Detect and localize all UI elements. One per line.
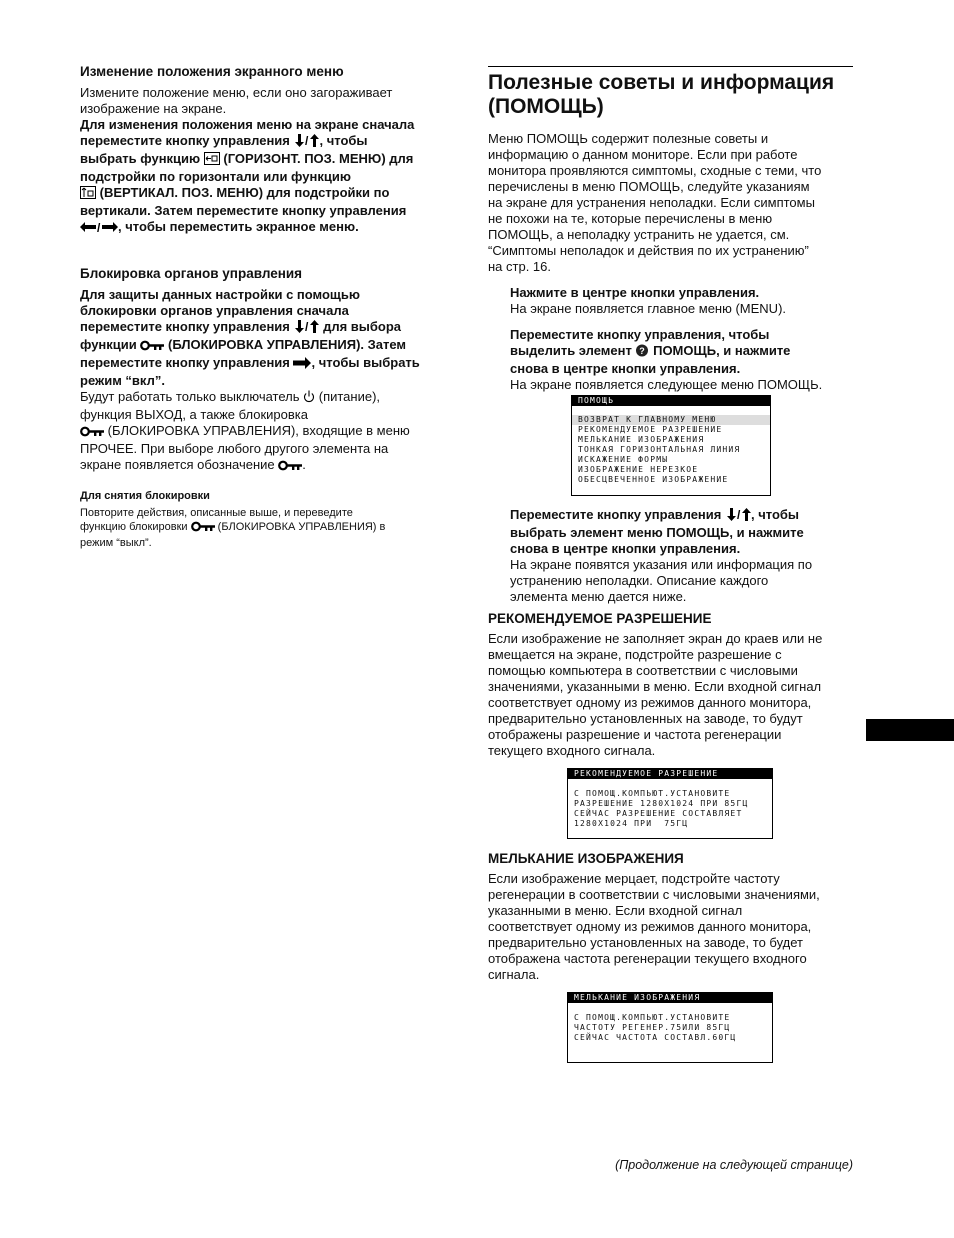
- osd-text-line: СЕЙЧАС ЧАСТОТА СОСТАВЛ.60ГЦ: [574, 1033, 737, 1042]
- osd-menu-item: ОБЕСЦВЕЧЕННОЕ ИЗОБРАЖЕНИЕ: [578, 475, 729, 484]
- text-line: Если изображение мерцает, подстройте частоту: [488, 871, 780, 886]
- text-line: изображение на экране.: [80, 101, 227, 116]
- step-2-title: Переместите кнопку управления, чтобы: [510, 327, 770, 342]
- power-icon: [303, 390, 315, 407]
- osd-title: РЕКОМЕНДУЕМОЕ РАЗРЕШЕНИЕ: [568, 769, 772, 779]
- text-line: перечислены в меню ПОМОЩЬ, следуйте указаниям: [488, 179, 810, 194]
- step-2-text: На экране появляется следующее меню ПОМОЩЬ.: [510, 377, 823, 392]
- text-line: блокировки органов управления сначала: [80, 303, 349, 318]
- text-line: значениями, указанными в меню. Если входной сигнал: [488, 679, 822, 694]
- step-3: [510, 507, 860, 605]
- step-2-title: снова в центре кнопки управления.: [510, 361, 741, 376]
- text-line: функции (БЛОКИРОВКА УПРАВЛЕНИЯ). Затем: [80, 337, 450, 355]
- right-column: [488, 71, 858, 393]
- text-line: регенерации в соответствии с числовыми значениями,: [488, 887, 820, 902]
- text-line: (БЛОКИРОВКА УПРАВЛЕНИЯ), входящие в меню: [80, 423, 450, 441]
- text-line: переместите кнопку управления , чтобы выбрать: [80, 355, 450, 373]
- osd-text-line: 1280Х1024 ПРИ 75ГЦ: [574, 819, 689, 828]
- text-line: Для изменения положения меню на экране сначала: [80, 117, 415, 132]
- osd-title: ПОМОЩЬ: [572, 396, 770, 406]
- text-line: режим “выкл”.: [80, 537, 152, 549]
- side-tab: [866, 719, 954, 741]
- text-line: устранению неполадки. Описание каждого: [510, 573, 769, 588]
- step-3-title: выбрать элемент меню ПОМОЩЬ, и нажмите: [510, 525, 804, 540]
- osd-menu-item: ИСКАЖЕНИЕ ФОРМЫ: [578, 455, 669, 464]
- text-line: На экране появятся указания или информация по: [510, 557, 813, 572]
- svg-text:/: /: [736, 508, 741, 521]
- heading-resolution: РЕКОМЕНДУЕМОЕ РАЗРЕШЕНИЕ: [488, 611, 712, 626]
- osd-menu-item: ИЗОБРАЖЕНИЕ НЕРЕЗКОЕ: [578, 465, 699, 474]
- text-line: монитора проявляются симптомы, сходные с теми, что: [488, 163, 822, 178]
- step-3-title: снова в центре кнопки управления.: [510, 541, 741, 556]
- text-line: информацию о данном мониторе. Если при работе: [488, 147, 798, 162]
- text-line: не похожи на те, которые перечислены в меню: [488, 211, 773, 226]
- text-line: сигнала.: [488, 967, 540, 982]
- text-line: функцию блокировки (БЛОКИРОВКА УПРАВЛЕНИЯ) в: [80, 520, 450, 536]
- osd-menu-item: ВОЗВРАТ К ГЛАВНОМУ МЕНЮ: [572, 415, 770, 425]
- arrow-down-up-icon: [725, 508, 751, 525]
- arrow-right-icon: [293, 357, 311, 373]
- text-line: Если изображение не заполняет экран до краев или не: [488, 631, 823, 646]
- text-line: переместите кнопку управления / , чтобы: [80, 133, 450, 151]
- step-1-text: На экране появляется главное меню (MENU).: [510, 301, 787, 316]
- svg-text:/: /: [305, 320, 309, 333]
- left-column: [80, 63, 450, 550]
- key-icon: [191, 521, 215, 536]
- text-line: выбрать функцию (ГОРИЗОНТ. ПОЗ. МЕНЮ) для: [80, 151, 450, 169]
- osd-resolution: [567, 768, 773, 839]
- text-line: “Симптомы неполадок и действия по их устранению”: [488, 243, 809, 258]
- horizontal-menu-position-icon: [204, 152, 220, 169]
- osd-text-line: ЧАСТОТУ РЕГЕНЕР.75ИЛИ 85ГЦ: [574, 1023, 731, 1032]
- text-line: функция ВЫХОД, а также блокировка: [80, 407, 308, 422]
- text-line: соответствует одному из режимов данного монитора,: [488, 695, 812, 710]
- text-line: на экране для устранения неполадки. Если симптомы: [488, 195, 815, 210]
- text-line: элемента меню дается ниже.: [510, 589, 687, 604]
- text-line: Повторите действия, описанные выше, и переведите: [80, 507, 353, 519]
- text-line: Меню ПОМОЩЬ содержит полезные советы и: [488, 131, 769, 146]
- section-flicker: [488, 850, 858, 983]
- heading-unlock: Для снятия блокировки: [80, 490, 210, 502]
- text-line: предварительно установленных на заводе, то будет: [488, 935, 803, 950]
- continued-note: (Продолжение на следующей странице): [615, 1158, 853, 1172]
- text-line: указанными в меню. Если входной сигнал: [488, 903, 743, 918]
- text-line: соответствует одному из режимов данного монитора,: [488, 919, 812, 934]
- text-line: Для защиты данных настройки с помощью: [80, 287, 360, 302]
- osd-menu-item: МЕЛЬКАНИЕ ИЗОБРАЖЕНИЯ: [578, 435, 705, 444]
- osd-text-line: С ПОМОЩ.КОМПЬЮТ.УСТАНОВИТЕ: [574, 789, 731, 798]
- vertical-menu-position-icon: [80, 186, 96, 203]
- text-line: предварительно установленных на заводе, то будут: [488, 711, 803, 726]
- osd-text-line: РАЗРЕШЕНИЕ 1280Х1024 ПРИ 85ГЦ: [574, 799, 749, 808]
- key-icon: [80, 425, 104, 441]
- osd-help-menu: [571, 395, 771, 496]
- help-icon: [635, 344, 649, 361]
- osd-title: МЕЛЬКАНИЕ ИЗОБРАЖЕНИЯ: [568, 993, 772, 1003]
- osd-menu-item: РЕКОМЕНДУЕМОЕ РАЗРЕШЕНИЕ: [578, 425, 723, 434]
- text-line: Измените положение меню, если оно загораживает: [80, 85, 393, 100]
- arrow-down-up-icon: [293, 320, 319, 337]
- text-line: помощью компьютера в соответствии с числовыми: [488, 663, 798, 678]
- text-line: отображена частота регенерации текущего входного: [488, 951, 807, 966]
- text-line: переместите кнопку управления / для выбора: [80, 319, 450, 337]
- text-line: экране появляется обозначение .: [80, 457, 450, 475]
- osd-flicker: [567, 992, 773, 1063]
- text-line: ПОМОЩЬ, а неполадку устранить не удается, см.: [488, 227, 790, 242]
- key-icon: [278, 459, 302, 475]
- text-line: на стр. 16.: [488, 259, 552, 274]
- text-line: отображены разрешение и частота регенерации: [488, 727, 782, 742]
- text-line: (ВЕРТИКАЛ. ПОЗ. МЕНЮ) для подстройки по: [80, 185, 450, 203]
- section-resolution: [488, 610, 858, 759]
- page-title: (ПОМОЩЬ): [488, 95, 604, 118]
- heading-control-lock: Блокировка органов управления: [80, 266, 303, 281]
- text-line: / , чтобы переместить экранное меню.: [80, 219, 450, 237]
- step-1-title: Нажмите в центре кнопки управления.: [510, 285, 760, 300]
- heading-menu-position: Изменение положения экранного меню: [80, 64, 344, 79]
- key-icon: [140, 339, 164, 355]
- osd-text-line: С ПОМОЩ.КОМПЬЮТ.УСТАНОВИТЕ: [574, 1013, 731, 1022]
- svg-text:/: /: [305, 134, 309, 147]
- heading-flicker: МЕЛЬКАНИЕ ИЗОБРАЖЕНИЯ: [488, 851, 684, 866]
- text-line: режим “вкл”.: [80, 373, 165, 388]
- text-line: вмещается на экране, подстройте разрешение с: [488, 647, 782, 662]
- text-line: ПРОЧЕЕ. При выборе любого другого элемента на: [80, 441, 389, 456]
- step-3-title: Переместите кнопку управления / , чтобы: [510, 507, 860, 525]
- text-line: Будут работать только выключатель (питание),: [80, 389, 450, 407]
- osd-menu-item: ТОНКАЯ ГОРИЗОНТАЛЬНАЯ ЛИНИЯ: [578, 445, 741, 454]
- text-line: вертикали. Затем переместите кнопку управления: [80, 203, 407, 218]
- arrow-down-up-icon: [293, 134, 319, 151]
- step-2-title: выделить элемент ? ПОМОЩЬ, и нажмите: [510, 343, 858, 361]
- text-line: подстройки по горизонтали или функцию: [80, 169, 351, 184]
- title-rule: [488, 66, 853, 67]
- arrow-left-right-icon: [80, 221, 118, 237]
- intro-paragraph: [488, 131, 858, 275]
- svg-text:?: ?: [639, 346, 646, 356]
- svg-text:/: /: [97, 221, 101, 233]
- page-title: Полезные советы и информация: [488, 71, 835, 94]
- text-line: текущего входного сигнала.: [488, 743, 656, 758]
- osd-text-line: СЕЙЧАС РАЗРЕШЕНИЕ СОСТАВЛЯЕТ: [574, 809, 743, 818]
